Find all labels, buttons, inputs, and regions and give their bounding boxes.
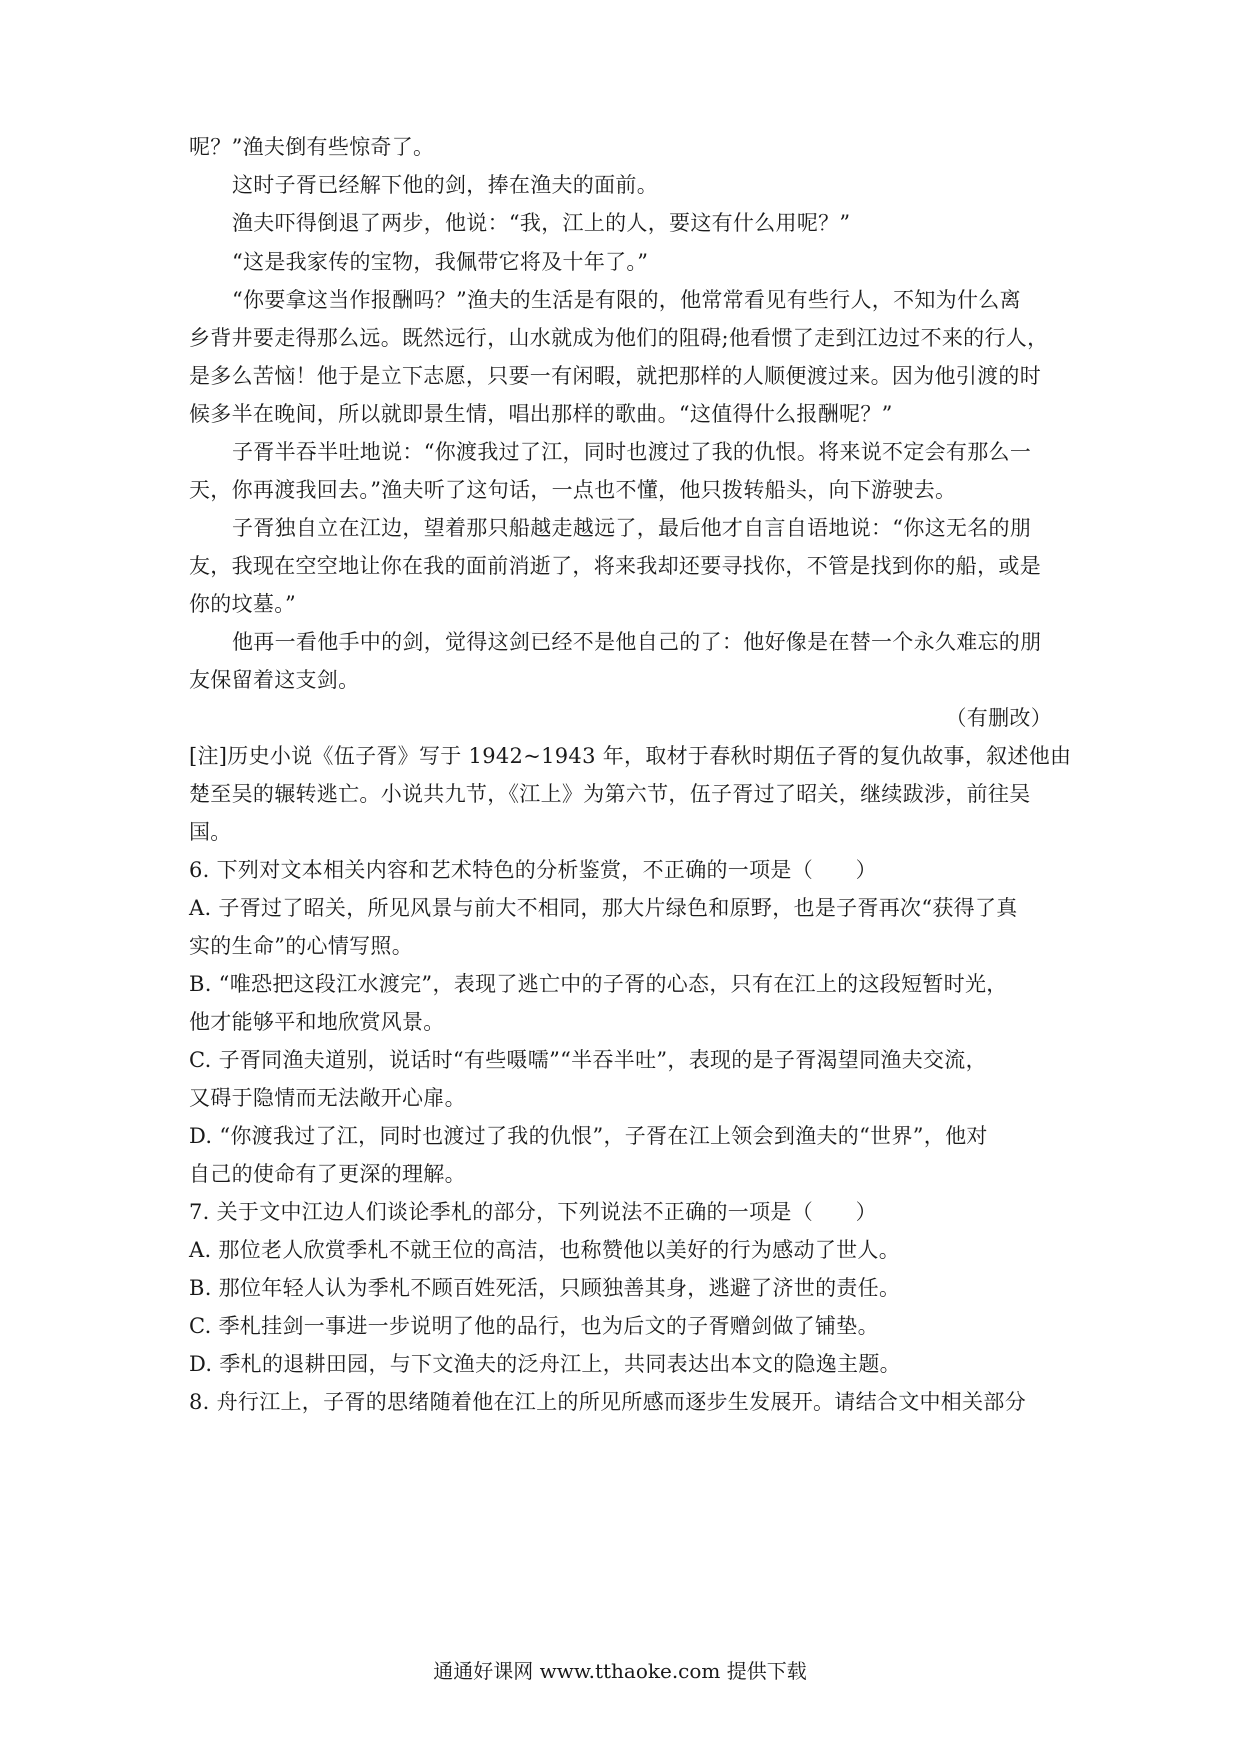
option-c: C. 季札挂剑一事进一步说明了他的品行，也为后文的子胥赠剑做了铺垫。 [189,1314,879,1338]
text-line: [注]历史小说《伍子胥》写于 1942~1943 年，取材于春秋时期伍子胥的复仇故事，叙述他由 [189,744,1072,768]
option-a: A. 那位老人欣赏季札不就王位的高洁，也称赞他以美好的行为感动了世人。 [189,1238,901,1262]
text-line: 他才能够平和地欣赏风景。 [189,1010,445,1034]
text-line: 天，你再渡我回去。”渔夫听了这句话，一点也不懂，他只拨转船头，向下游驶去。 [189,478,957,502]
option-d: D. 季札的退耕田园，与下文渔夫的泛舟江上，共同表达出本文的隐逸主题。 [189,1352,901,1376]
text-line: 呢？”渔夫倒有些惊奇了。 [189,135,435,159]
text-line: 楚至吴的辗转逃亡。小说共九节，《江上》为第六节，伍子胥过了昭关，继续跋涉，前往吴 [189,782,1031,806]
page-footer: 通通好课网 www.tthaoke.com 提供下载 [433,1659,807,1683]
text-line: 友，我现在空空地让你在我的面前消逝了，将来我却还要寻找你，不管是找到你的船，或是 [189,554,1041,578]
option-b: B. “唯恐把这段江水渡完”，表现了逃亡中的子胥的心态，只有在江上的这段短暂时光， [189,972,1008,996]
text-line: “你要拿这当作报酬吗？”渔夫的生活是有限的，他常常看见有些行人，不知为什么离 [232,288,1021,312]
text-line: 友保留着这支剑。 [189,668,360,692]
option-d: D. “你渡我过了江，同时也渡过了我的仇恨”，子胥在江上领会到渔夫的“世界”，他对 [189,1124,988,1148]
text-line: 国。 [189,820,232,844]
text-line: 他再一看他手中的剑，觉得这剑已经不是他自己的了：他好像是在替一个永久难忘的朋 [232,630,1042,654]
text-line: 这时子胥已经解下他的剑，捧在渔夫的面前。 [232,173,658,197]
question-8: 8. 舟行江上，子胥的思绪随着他在江上的所见所感而逐步生发展开。请结合文中相关部分 [189,1390,1027,1414]
text-line: 候多半在晚间，所以就即景生情，唱出那样的歌曲。“这值得什么报酬呢？” [189,402,893,426]
option-c: C. 子胥同渔夫道别，说话时“有些嗫嚅”“半吞半吐”，表现的是子胥渴望同渔夫交流， [189,1048,987,1072]
text-line: 你的坟墓。” [189,592,297,616]
text-line: 子胥半吞半吐地说：“你渡我过了江，同时也渡过了我的仇恨。将来说不定会有那么一 [232,440,1032,464]
question-6: 6. 下列对文本相关内容和艺术特色的分析鉴赏，不正确的一项是（ ） [189,858,877,882]
text-line: 渔夫吓得倒退了两步，他说：“我，江上的人，要这有什么用呢？” [232,211,851,235]
text-line: 是多么苦恼！他于是立下志愿，只要一有闲暇，就把那样的人顺便渡过来。因为他引渡的时 [189,364,1041,388]
option-a: A. 子胥过了昭关，所见风景与前大不相同，那大片绿色和原野，也是子胥再次“获得了真 [189,896,1018,920]
text-line: 自己的使命有了更深的理解。 [189,1162,466,1186]
question-7: 7. 关于文中江边人们谈论季札的部分，下列说法不正确的一项是（ ） [189,1200,877,1224]
source-note: （有删改） [945,706,1052,730]
text-line: 实的生命”的心情写照。 [189,934,414,958]
option-b: B. 那位年轻人认为季札不顾百姓死活，只顾独善其身，逃避了济世的责任。 [189,1276,901,1300]
text-line: 又碍于隐情而无法敞开心扉。 [189,1086,466,1110]
text-line: 乡背井要走得那么远。既然远行，山水就成为他们的阻碍;他看惯了走到江边过不来的行人， [189,326,1049,350]
text-line: 子胥独自立在江边，望着那只船越走越远了，最后他才自言自语地说：“你这无名的朋 [232,516,1032,540]
text-line: “这是我家传的宝物，我佩带它将及十年了。” [232,250,649,274]
